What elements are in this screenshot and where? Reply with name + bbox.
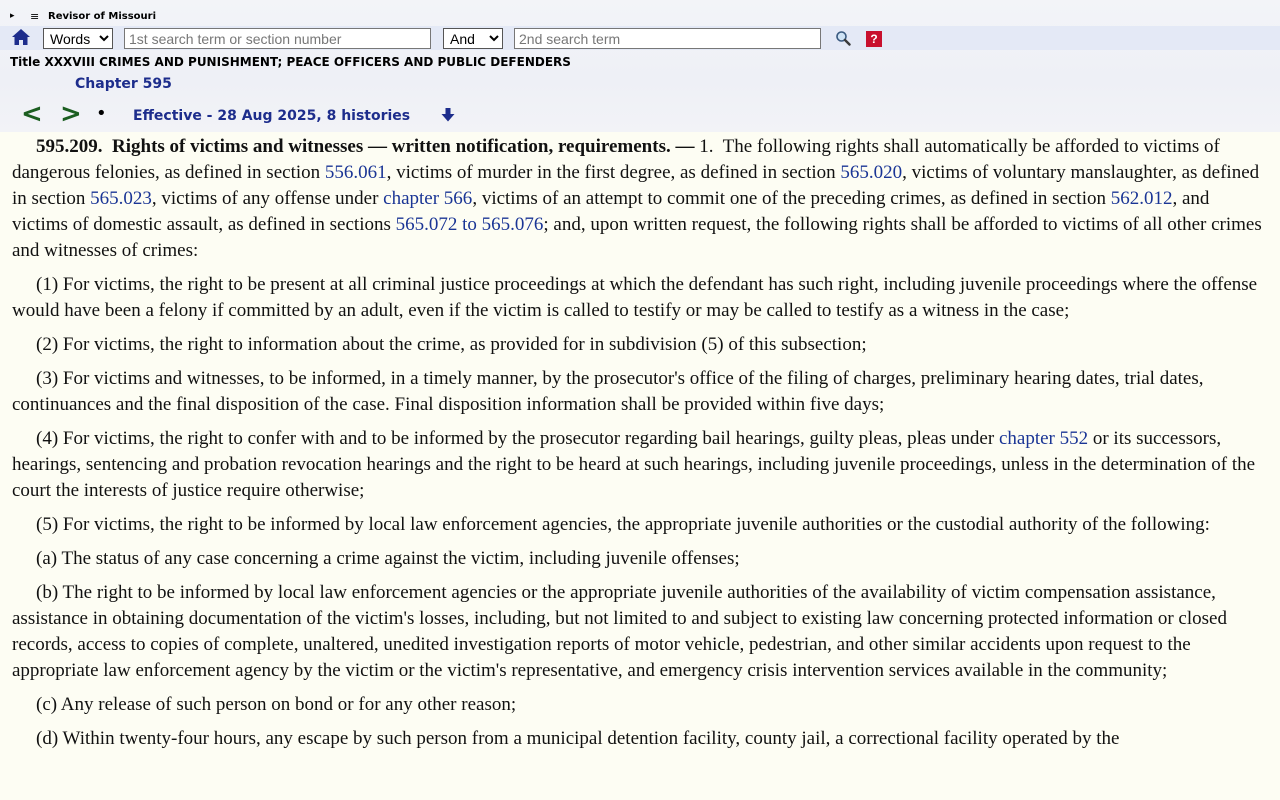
header [0, 0, 1280, 132]
subdivision-4 [12, 426, 1268, 504]
arrow-down-icon[interactable] [440, 107, 456, 123]
chapter-link[interactable]: Chapter 595 [75, 76, 172, 92]
previous-section-button[interactable]: < [21, 99, 43, 129]
toggle-triangle-icon[interactable]: ▸ [10, 11, 15, 21]
section-index-dot-icon[interactable]: • [96, 103, 107, 124]
intro-text: , victims of any offense under [151, 188, 384, 209]
menu-icon[interactable]: ≡ [30, 9, 40, 23]
intro-text: , victims of murder in the first degree, as defined in section [386, 162, 841, 183]
next-section-button[interactable]: > [60, 99, 82, 129]
section-heading: Rights of victims and witnesses — written notification, requirements. — [112, 136, 695, 157]
brand-row [10, 9, 156, 23]
search-bar [0, 26, 1280, 50]
section-link-556-061[interactable]: 556.061 [324, 162, 387, 183]
intro-text: ; and, upon written request, the following rights shall be afforded to victims of all other crimes and witnesses of crimes: [12, 214, 1262, 261]
chapter-link-552[interactable]: chapter 552 [998, 428, 1089, 449]
section-link-562-012[interactable]: 562.012 [1110, 188, 1173, 209]
paragraph-b: (b) The right to be informed by local law enforcement agencies or the appropriate juvenile authorities of the availability of victim compensation assistance, assistance in obtaining documentation of the victim's losses, including, but not limited to and subject to existing law concerning protected information or closed records, access to copies of complete, unaltered, unedited investigation reports of motor vehicle, pedestrian, and other similar accidents upon request to the appropriate law enforcement agency by the victim or the victim's representative, and emergency crisis intervention services available in the community; [12, 582, 1227, 681]
section-number: 595.209. [36, 136, 103, 157]
paragraph-c: (c) Any release of such person on bond or for any other reason; [36, 694, 517, 715]
subdivision-3: (3) For victims and witnesses, to be informed, in a timely manner, by the prosecutor's office of the filing of charges, preliminary hearing dates, trial dates, continuances and the final disposition of the case. Final disposition information shall be provided within five days; [12, 368, 1204, 415]
section-link-565-072-to-565-076[interactable]: 565.072 to 565.076 [395, 214, 544, 235]
section-link-565-020[interactable]: 565.020 [840, 162, 903, 183]
section-link-565-023[interactable]: 565.023 [90, 188, 152, 209]
subdivision-2: (2) For victims, the right to information about the crime, as provided for in subdivision (5) of this subsection; [36, 334, 867, 355]
intro-text: The following rights shall automatically be afforded to victims of dangerous felonies, as defined in section [12, 136, 1220, 183]
paragraph-d: (d) Within twenty-four hours, any escape by such person from a municipal detention facility, county jail, a correctional facility operated by the [36, 728, 1120, 749]
search-mode-select[interactable] [43, 28, 113, 49]
effective-date-histories-link[interactable]: Effective - 28 Aug 2025, 8 histories [133, 108, 411, 124]
help-icon[interactable]: ? [866, 31, 882, 47]
chapter-link-566[interactable]: chapter 566 [383, 188, 473, 209]
home-icon[interactable] [11, 27, 31, 47]
subdivision-5: (5) For victims, the right to be informed by local law enforcement agencies, the appropriate juvenile authorities or the custodial authority of the following: [36, 514, 1210, 535]
search-icon[interactable] [835, 30, 851, 46]
intro-text: , and victims of domestic assault, as defined in sections [12, 188, 1210, 235]
subsection-number: 1. [699, 136, 714, 157]
subdivision-4-text: or its successors, hearings, sentencing and probation revocation hearings and the right to be heard at such hearings, including juvenile proceedings, unless in the determination of the court the interests of justice require otherwise; [12, 428, 1256, 501]
second-search-term-input[interactable] [514, 28, 821, 49]
statute-text [12, 132, 1268, 760]
conjunction-select[interactable] [443, 28, 503, 49]
section-intro-paragraph [12, 134, 1268, 264]
section-nav [0, 100, 1280, 130]
first-search-term-input[interactable] [124, 28, 431, 49]
title-heading: Title XXXVIII CRIMES AND PUNISHMENT; PEACE OFFICERS AND PUBLIC DEFENDERS [10, 55, 571, 69]
paragraph-a: (a) The status of any case concerning a crime against the victim, including juvenile offenses; [36, 548, 740, 569]
subdivision-4-text: (4) For victims, the right to confer with and to be informed by the prosecutor regarding bail hearings, guilty pleas, pleas under [36, 428, 999, 449]
subdivision-1: (1) For victims, the right to be present at all criminal justice proceedings at which the defendant has such right, including juvenile proceedings where the offense would have been a felony if committed by an adult, even if the victim is called to testify or may be called to testify as a witness in the case; [12, 274, 1258, 321]
site-brand[interactable]: Revisor of Missouri [48, 10, 156, 22]
intro-text: , victims of voluntary manslaughter, as defined in section [12, 162, 1260, 209]
intro-text: , victims of an attempt to commit one of the preceding crimes, as defined in section [472, 188, 1111, 209]
